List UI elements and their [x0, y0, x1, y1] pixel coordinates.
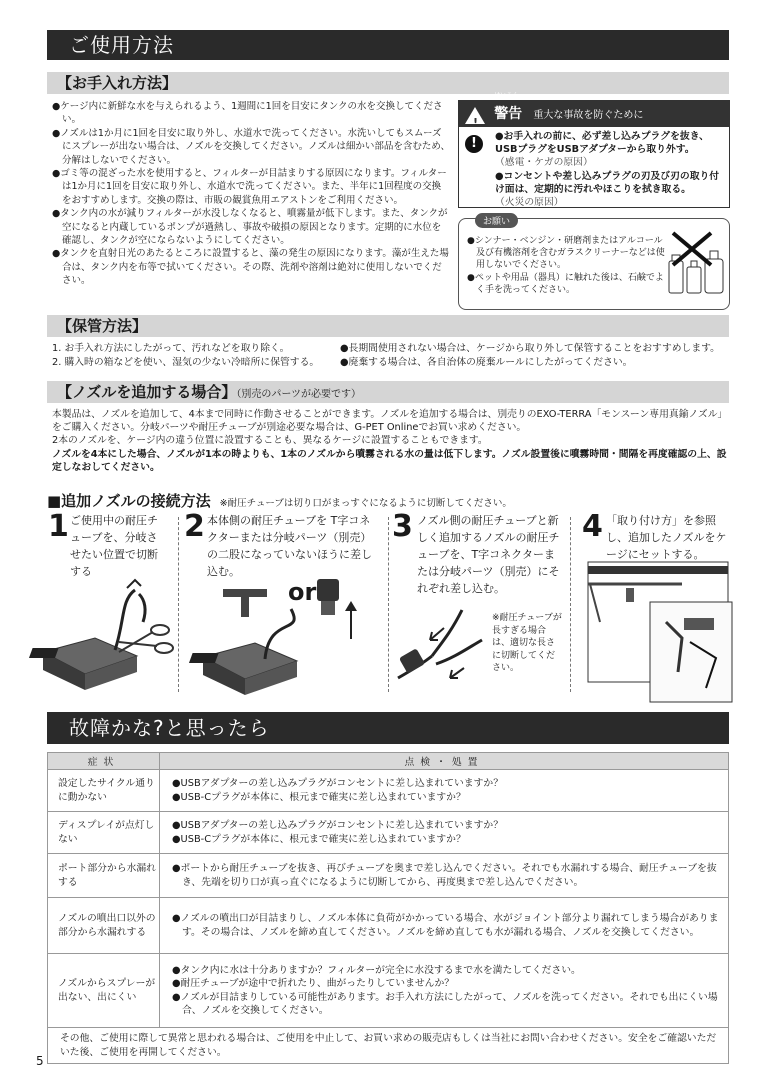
symptom-cell: ノズルの噴出口以外の部分から水漏れする [48, 898, 160, 954]
warning-item: ●コンセントや差し込みプラグの刃及び刃の取り付け面は、定期的に汚れやほこりを拭き取る。 （火災の原因） [465, 171, 727, 209]
step-number: 1 [48, 509, 69, 544]
warning-title: 警告 [494, 106, 523, 122]
or-label: or [288, 578, 317, 606]
prohibited-solvent-bottles-icon [667, 231, 727, 301]
table-row [48, 898, 729, 954]
step4-cage-mount-illustration [586, 562, 736, 702]
request-label: お願い [475, 213, 518, 228]
trouble-section-title: 故障かな?と思ったら [47, 712, 729, 744]
check-cell: ●タンク内に水は十分ありますか？フィルターが完全に水没するまで水を満たしてください。 ●耐圧チューブが途中で折れたり、曲がったりしていませんか？ ●ノズルが目詰まりしている可能性があります。お手入れ方法にしたがって、ノズルを洗ってください。それでも出にくい場合、ノズルを交換してください。 [160, 954, 729, 1028]
symptom-cell: ディスプレイが点灯しない [48, 812, 160, 854]
nozzle-text: 本製品は、ノズルを追加して、4本まで同時に作動させることができます。ノズルを追加する場合は、別売りのEXO-TERRA「モンスーン専用真鍮ノズル」をご購入ください。分岐パーツや耐圧チューブが別途必要な場合は、G-PET Onlineでお買い求めください。 [52, 409, 728, 434]
nozzle-section-note: （別売のパーツが必要です） [236, 389, 362, 400]
warning-reason: （火災の原因） [495, 196, 564, 208]
request-box [458, 218, 730, 310]
step-text: 本体側の耐圧チューブを T字コネクターまたは分岐パーツ（別売）の二股になっていないほうに差し込む。 [207, 514, 372, 578]
warning-ruby: けいこく [494, 92, 519, 99]
step-number: 3 [392, 509, 413, 544]
table-row [48, 954, 729, 1028]
symptom-cell: ポート部分から水漏れする [48, 854, 160, 898]
step-separator [570, 517, 571, 692]
page-number: 5 [36, 1054, 44, 1068]
care-instructions-list [52, 100, 450, 288]
storage-note: ●廃棄する場合は、各自治体の廃棄ルールにしたがってください。 [340, 357, 633, 368]
care-section-heading: 【お手入れ方法】 [47, 72, 729, 94]
care-item: ●ケージ内に新鮮な水を与えられるよう、1週間に1回を目安にタンクの水を交換してください。 [52, 101, 443, 126]
connect-heading [47, 490, 737, 511]
symptom-cell: ノズルからスプレーが出ない、出にくい [48, 954, 160, 1028]
table-row [48, 854, 729, 898]
connect-title: ■追加ノズルの接続方法 [47, 492, 211, 510]
troubleshooting-table [47, 752, 729, 1064]
request-item: ●シンナー・ベンジン・研磨剤またはアルコール及び有機溶剤を含むガラスクリーナーなどは使用しないでください。 [467, 236, 665, 271]
warning-header [459, 92, 729, 129]
care-item: ●ゴミ等の混ざった水を使用すると、フィルターが目詰まりする原因になります。フィルターは1か月に1回を目安に取り外し、水道水で洗ってください。また、半年に1回程度の交換をおすすめします。交換の際は、市販の観賞魚用エアストンをご利用ください。 [52, 168, 447, 206]
table-row [48, 770, 729, 812]
care-item: ●タンク内の水が減りフィルターが水没しなくなると、噴霧量が低下します。また、タンクが空になると内蔵しているポンプが過熱し、事故や破損の原因となります。定期的に水位を確認し、タンクが空にならないようにしてください。 [52, 208, 448, 247]
step-separator [388, 517, 389, 692]
step-number: 4 [582, 509, 603, 544]
warning-item: ●お手入れの前に、必ず差し込みプラグを抜き、USBプラグをUSBアダプターから取り外す。 （感電・ケガの原因） [465, 131, 727, 169]
nozzle-section-heading: 【ノズルを追加する場合】（別売のパーツが必要です） [47, 381, 729, 403]
storage-notes [340, 342, 740, 370]
table-header-symptom: 症状 [48, 753, 160, 770]
storage-step: 1. お手入れ方法にしたがって、汚れなどを取り除く。 [52, 343, 290, 354]
storage-step: 2. 購入時の箱などを使い、湿気の少ない冷暗所に保管する。 [52, 357, 320, 368]
warning-triangle-icon: ! [465, 107, 485, 124]
care-item: ●タンクを直射日光のあたるところに設置すると、藻の発生の原因になります。藻が生えた場合は、タンク内を布等で拭いてください。その際、洗剤や溶剤は絶対に使用しないでください。 [52, 248, 449, 287]
care-item: ●ノズルは1か月に1回を目安に取り外し、水道水で洗ってください。水洗いしてもスムーズにスプレーが出ない場合は、ノズルを交換してください。ノズルは細かい部品を含むため、分解はしないでください。 [52, 127, 450, 166]
nozzle-description [52, 408, 732, 474]
check-cell: ●ノズルの噴出口が目詰まりし、ノズル本体に負荷がかかっている場合、水がジョイント部分より漏れてしまう場合があります。その場合は、ノズルを締め直してください。ノズルを締め直しても水が漏れる場合、ノズルを交換してください。 [160, 898, 729, 954]
check-cell: ●USBアダプターの差し込みプラグがコンセントに差し込まれていますか？ ●USB-Cプラグが本体に、根元まで確実に差し込まれていますか？ [160, 770, 729, 812]
table-footer-note: その他、ご使用に際して異常と思われる場合は、ご使用を中止して、お買い求めの販売店もしくは当社にお問い合わせください。安全をご確認いただいた後、ご使用を再開してください。 [48, 1028, 729, 1064]
warning-subtitle: 重大な事故を防ぐために [533, 110, 644, 121]
usage-section-title: ご使用方法 [47, 30, 729, 60]
warning-box [458, 92, 730, 208]
connect-note: ※耐圧チューブは切り口がまっすぐになるように切断してください。 [219, 498, 512, 509]
step-text: 「取り付け方」を参照し、追加したノズルをケージにセットする。 [606, 514, 727, 561]
storage-section-heading: 【保管方法】 [47, 315, 729, 337]
nozzle-text: 2本のノズルを、ケージ内の違う位置に設置することも、異なるケージに設置することもできます。 [52, 435, 488, 447]
step-text: ご使用中の耐圧チューブを、分岐させたい位置で切断する [70, 514, 158, 578]
step-text: ノズル側の耐圧チューブと新しく追加するノズルの耐圧チューブを、T字コネクターまたは分岐パーツ（別売）にそれぞれ差し込む。 [417, 514, 560, 595]
storage-note: ●長期間使用されない場合は、ケージから取り外して保管することをおすすめします。 [340, 343, 720, 354]
check-cell: ●USBアダプターの差し込みプラグがコンセントに差し込まれていますか？ ●USB-Cプラグが本体に、根元まで確実に差し込まれていますか？ [160, 812, 729, 854]
request-item: ●ペットや用品（器具）に触れた後は、石鹸でよく手を洗ってください。 [467, 272, 664, 295]
symptom-cell: 設定したサイクル通りに動かない [48, 770, 160, 812]
table-header-check: 点検・処置 [160, 753, 729, 770]
check-cell: ●ポートから耐圧チューブを抜き、再びチューブを奥まで差し込んでください。それでも水漏れする場合、耐圧チューブを抜き、先端を切り口が真っ直ぐになるように切断してから、再度奥まで差し込んでください。 [160, 854, 729, 898]
step3-insert-tube-illustration [392, 600, 492, 700]
table-row [48, 1028, 729, 1064]
tube-length-note: ※耐圧チューブが長すぎる場合は、適切な長さに切断してください。 [492, 613, 562, 673]
step1-cut-tube-illustration [35, 570, 175, 690]
step-number: 2 [184, 509, 205, 544]
table-row [48, 812, 729, 854]
step-separator [178, 517, 179, 692]
warning-reason: （感電・ケガの原因） [495, 156, 593, 168]
nozzle-text-important: ノズルを4本にした場合、ノズルが1本の時よりも、1本のノズルから噴霧される水の量は低下します。ノズル設置後に噴霧時間・間隔を再度確認の上、設定しなおしてください。 [52, 448, 727, 473]
exclamation-icon: ! [465, 135, 483, 153]
storage-steps [52, 342, 342, 370]
